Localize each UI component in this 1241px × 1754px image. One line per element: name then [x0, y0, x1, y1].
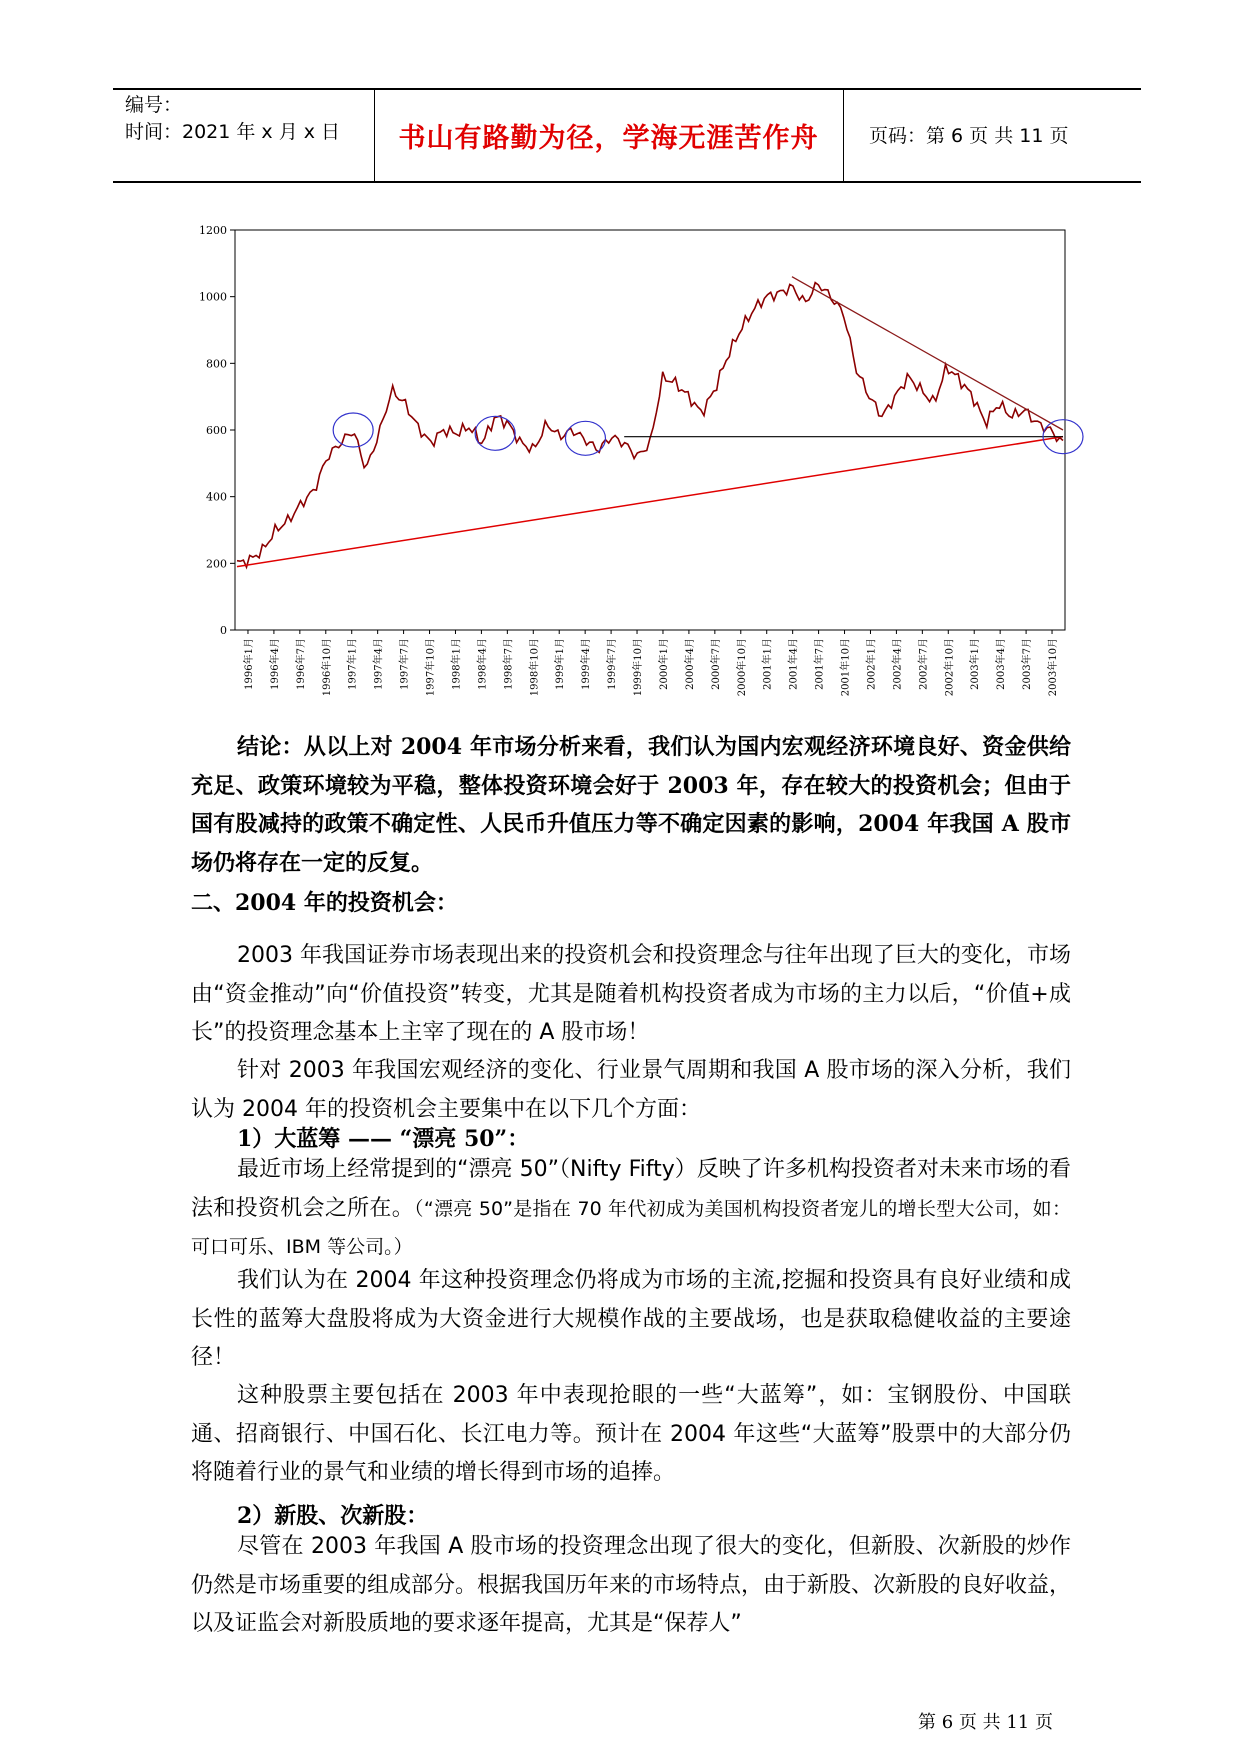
y-tick-label: 800: [206, 357, 227, 371]
y-tick-label: 0: [220, 624, 227, 637]
x-tick-label: 2001年7月: [814, 638, 826, 690]
x-tick-label: 2001年1月: [762, 638, 774, 690]
upper-trend-line: [792, 277, 1063, 430]
page-header: [113, 88, 1141, 183]
header-left: [125, 92, 340, 146]
paragraph: [191, 1151, 1071, 1267]
x-tick-label: 1996年4月: [269, 638, 281, 690]
highlight-circle: [475, 416, 515, 450]
x-tick-label: 1998年4月: [477, 638, 489, 690]
x-tick-label: 2003年7月: [1022, 638, 1034, 690]
subsection-1-heading: 1）大蓝筹 —— “漂亮 50”：: [237, 1126, 530, 1152]
paragraph: 2003 年我国证券市场表现出来的投资机会和投资理念与往年出现了巨大的变化，市场由“资金推动”向“价值投资”转变，尤其是随着机构投资者成为市场的主力以后，“价值+成长”的投资理念基本上主宰了现在的 A 股市场！: [191, 943, 1071, 1045]
x-tick-label: 1998年10月: [529, 638, 541, 697]
x-tick-label: 1997年7月: [399, 638, 411, 690]
paragraph: 这种股票主要包括在 2003 年中表现抢眼的一些“大蓝筹”，如：宝钢股份、中国联通、招商银行、中国石化、长江电力等。预计在 2004 年这些“大蓝筹”股票中的大部分仍将随着行业的景气和业绩的增长得到市场的追捧。: [191, 1383, 1071, 1485]
y-tick-label: 1200: [199, 224, 227, 237]
page-footer: 第 6 页 共 11 页: [918, 1712, 1053, 1733]
subsection-2-heading: 2）新股、次新股：: [237, 1503, 429, 1529]
paragraph: 我们认为在 2004 年这种投资理念仍将成为市场的主流,挖掘和投资具有良好业绩和成长性的蓝筹大盘股将成为大资金进行大规模作战的主要战场，也是获取稳健收益的主要途径！: [191, 1268, 1071, 1370]
highlight-circle: [333, 413, 373, 447]
index-chart: [185, 220, 1085, 710]
x-tick-label: 1997年10月: [425, 638, 437, 697]
x-tick-label: 1999年4月: [581, 638, 593, 690]
index-line: [237, 283, 1063, 568]
paragraph: 针对 2003 年我国宏观经济的变化、行业景气周期和我国 A 股市场的深入分析，我们认为 2004 年的投资机会主要集中在以下几个方面：: [191, 1058, 1071, 1122]
plot-frame: [235, 230, 1065, 630]
x-tick-label: 2002年7月: [918, 638, 930, 690]
header-divider: [843, 88, 844, 183]
nifty-fifty-text: 最近市场上经常提到的“漂亮 50”（Nifty Fifty）反映了许多机构投资者对未来市场的看法和投资机会之所在。: [191, 1157, 1071, 1221]
y-tick-label: 600: [206, 424, 227, 437]
highlight-circle: [565, 421, 605, 455]
x-tick-label: 1996年1月: [243, 638, 255, 690]
y-tick-label: 400: [206, 490, 227, 504]
x-tick-label: 1997年1月: [347, 638, 359, 690]
header-bottom-rule: [113, 181, 1141, 183]
x-tick-label: 2000年10月: [736, 638, 748, 697]
x-tick-label: 1996年7月: [295, 638, 307, 690]
x-tick-label: 1999年7月: [607, 638, 619, 690]
y-tick-label: 1000: [199, 290, 227, 304]
header-motto: 书山有路勤为径，学海无涯苦作舟: [398, 123, 819, 154]
x-tick-label: 2001年4月: [788, 638, 800, 690]
x-tick-label: 2003年1月: [970, 638, 982, 690]
x-tick-label: 1996年10月: [321, 638, 333, 697]
x-tick-label: 2003年4月: [996, 638, 1008, 690]
x-tick-label: 2000年4月: [684, 638, 696, 690]
x-tick-label: 2002年10月: [944, 638, 956, 697]
page-indicator: 页码：第 6 页 共 11 页: [869, 125, 1069, 147]
paragraph: 尽管在 2003 年我国 A 股市场的投资理念出现了很大的变化，但新股、次新股的炒作仍然是市场重要的组成部分。根据我国历年来的市场特点，由于新股、次新股的良好收益，以及证监会对新股质地的要求逐年提高，尤其是“保荐人”: [191, 1534, 1072, 1636]
x-tick-label: 1999年1月: [555, 638, 567, 690]
conclusion-paragraph: 结论：从以上对 2004 年市场分析来看，我们认为国内宏观经济环境良好、资金供给充足、政策环境较为平稳，整体投资环境会好于 2003 年，存在较大的投资机会；但由于国有股减持的政策不确定性、人民币升值压力等不确定因素的影响，2004 年我国 A 股市场仍将存在一定的反复。: [191, 734, 1071, 876]
x-tick-label: 2000年7月: [710, 638, 722, 690]
chart-svg: [185, 220, 1085, 710]
x-tick-label: 1997年4月: [373, 638, 385, 690]
header-top-rule: [113, 88, 1141, 90]
x-tick-label: 1999年10月: [633, 638, 645, 697]
x-tick-label: 1998年1月: [451, 638, 463, 690]
serial-label: 编号：: [125, 94, 183, 116]
x-tick-label: 2002年4月: [892, 638, 904, 690]
x-tick-label: 1998年7月: [503, 638, 515, 690]
nifty-fifty-note: （“漂亮 50”是指在 70 年代初成为美国机构投资者宠儿的增长型大公司，如：可口可乐、IBM 等公司。）: [191, 1197, 1071, 1258]
x-tick-label: 2002年1月: [866, 638, 878, 690]
x-tick-label: 2001年10月: [840, 638, 852, 697]
section-2-heading: 二、2004 年的投资机会：: [191, 890, 458, 916]
time-label: 时间：2021 年 x 月 x 日: [125, 121, 341, 143]
x-tick-label: 2000年1月: [658, 638, 670, 690]
y-tick-label: 200: [206, 557, 227, 571]
x-tick-label: 2003年10月: [1048, 638, 1060, 697]
